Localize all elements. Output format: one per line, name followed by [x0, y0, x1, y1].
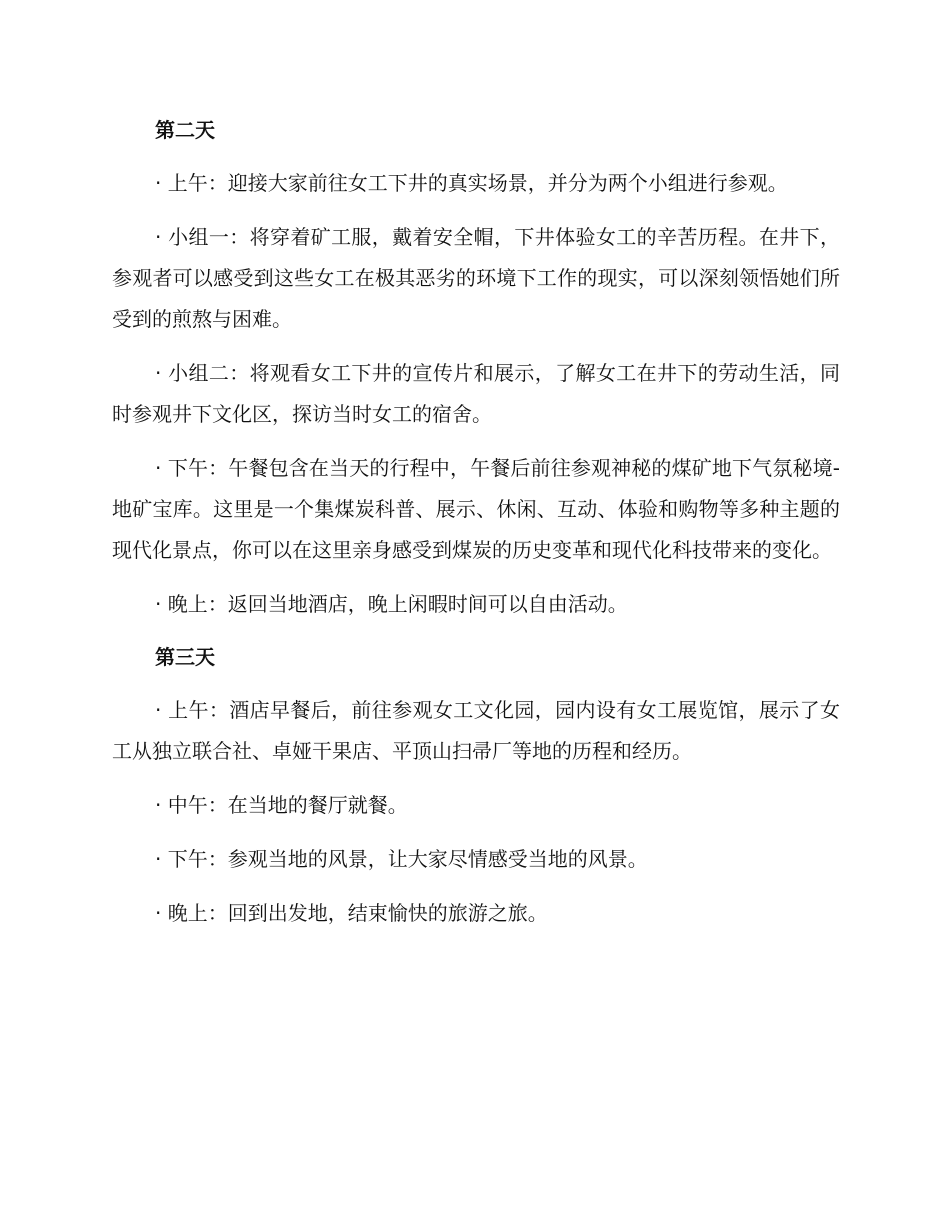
paragraph-morning-day-three: · 上午：酒店早餐后，前往参观女工文化园，园内设有女工展览馆，展示了女工从独立联合社、卓娅干果店、平顶山扫帚厂等地的历程和经历。 — [112, 698, 840, 763]
paragraph-group-two: · 小组二：将观看女工下井的宣传片和展示，了解女工在井下的劳动生活，同时参观井下文化区，探访当时女工的宿舍。 — [112, 361, 840, 426]
section-title-day-two: 第二天 — [155, 118, 215, 142]
paragraph-evening-day-two: · 晚上：返回当地酒店，晚上闲暇时间可以自由活动。 — [155, 592, 628, 616]
paragraph-afternoon-day-two: · 下午：午餐包含在当天的行程中，午餐后前往参观神秘的煤矿地下气氛秘境-地矿宝库。这里是一个集煤炭科普、展示、休闲、互动、体验和购物等多种主题的现代化景点，你可以在这里亲身感受到煤炭的历史变革和现代化科技带来的变化。 — [112, 456, 840, 562]
paragraph-morning-day-two: · 上午：迎接大家前往女工下井的真实场景，并分为两个小组进行参观。 — [155, 171, 788, 195]
paragraph-afternoon-day-three: · 下午：参观当地的风景，让大家尽情感受当地的风景。 — [155, 847, 648, 871]
paragraph-group-one: · 小组一：将穿着矿工服，戴着安全帽，下井体验女工的辛苦历程。在井下，参观者可以感受到这些女工在极其恶劣的环境下工作的现实，可以深刻领悟她们所受到的煎熬与困难。 — [112, 225, 840, 331]
itinerary-content — [112, 110, 840, 934]
paragraph-noon-day-three: · 中午：在当地的餐厅就餐。 — [155, 793, 408, 817]
paragraph-evening-day-three: · 晚上：回到出发地，结束愉快的旅游之旅。 — [155, 901, 548, 925]
section-title-day-three: 第三天 — [155, 645, 215, 669]
